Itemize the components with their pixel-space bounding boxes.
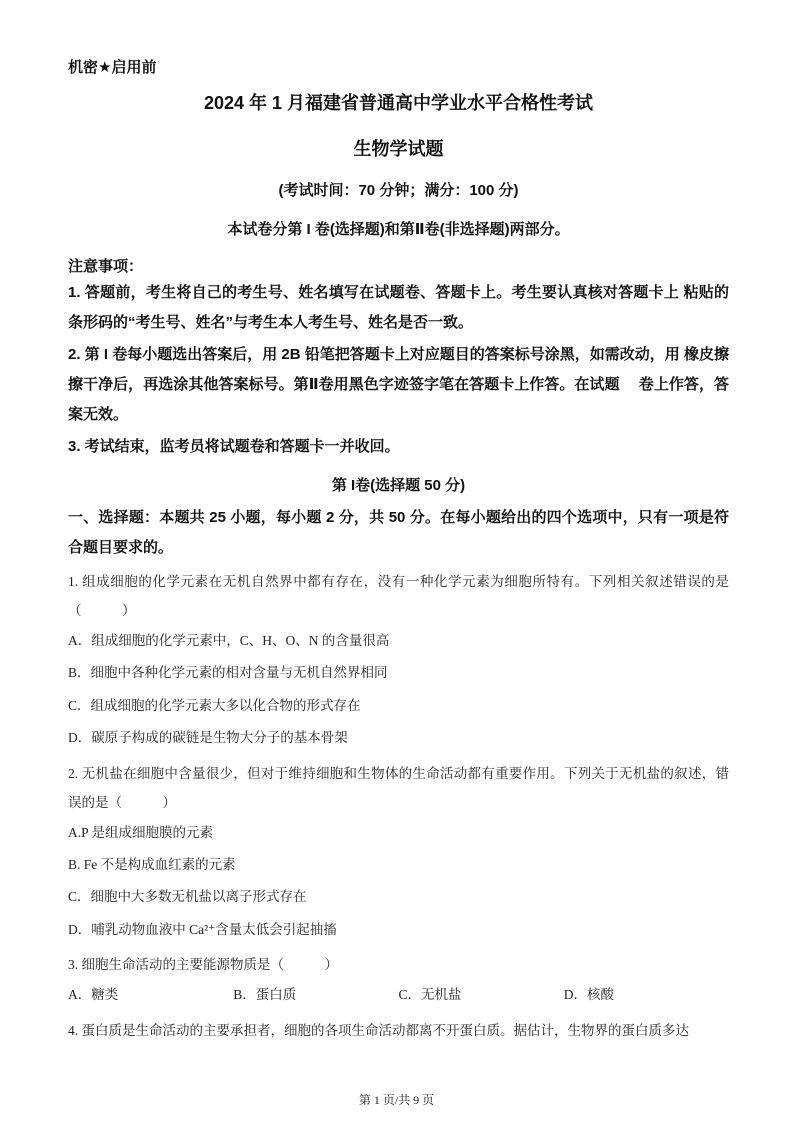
question-2-option-a: A.P 是组成细胞膜的元素 xyxy=(68,824,214,840)
question-2-option-d: D．哺乳动物血液中 Ca²⁺含量太低会引起抽搐 xyxy=(68,921,337,937)
section-title: 第 I卷(选择题 50 分) xyxy=(331,477,466,494)
question-2 xyxy=(68,759,729,947)
classification-label: 机密★启用前 xyxy=(68,59,157,76)
question-4-stem: 4. 蛋白质是生命活动的主要承担者，细胞的各项生命活动都离不开蛋白质。据估计，生物界的蛋白质多达 xyxy=(68,1022,689,1038)
question-2-stem: 2. 无机盐在细胞中含量很少，但对于维持细胞和生物体的生命活动都有重要作用。下列关于无机盐的叙述，错误的是（ ） xyxy=(68,765,729,810)
question-3-option-d: D．核酸 xyxy=(563,987,614,1003)
page-footer: 第 1 页/共 9 页 xyxy=(358,1093,435,1107)
question-4 xyxy=(68,1016,729,1045)
question-1-option-c: C．组成细胞的化学元素大多以化合物的形式存在 xyxy=(68,697,361,713)
question-1 xyxy=(68,567,729,755)
question-1-option-a: A．组成细胞的化学元素中，C、H、O、N 的含量很高 xyxy=(68,633,390,649)
note-item-1: 1. 答题前，考生将自己的考生号、姓名填写在试题卷、答题卡上。考生要认真核对答题卡上 粘贴的条形码的“考生号、姓名”与考生本人考生号、姓名是否一致。 xyxy=(68,284,729,331)
question-1-option-d: D．碳原子构成的碳链是生物大分子的基本骨架 xyxy=(68,730,348,746)
exam-info: (考试时间：70 分钟；满分：100 分) xyxy=(278,182,519,199)
question-1-stem: 1. 组成细胞的化学元素在无机自然界中都有存在，没有一种化学元素为细胞所特有。下列相关叙述错误的是（ ） xyxy=(68,574,729,619)
question-3-options-row xyxy=(68,979,729,1011)
question-1-option-b: B．细胞中各种化学元素的相对含量与无机自然界相同 xyxy=(68,665,388,681)
question-2-option-c: C．细胞中大多数无机盐以离子形式存在 xyxy=(68,889,307,905)
exam-title: 2024 年 1 月福建省普通高中学业水平合格性考试 xyxy=(203,93,594,113)
question-3 xyxy=(68,950,729,1011)
question-3-option-b: B．蛋白质 xyxy=(233,987,297,1003)
question-3-option-a: A．糖类 xyxy=(68,987,119,1003)
paper-structure-note: 本试卷分第 I 卷(选择题)和第Ⅱ卷(非选择题)两部分。 xyxy=(227,221,570,238)
question-3-option-c: C．无机盐 xyxy=(398,987,462,1003)
note-item-3: 3. 考试结束，监考员将试题卷和答题卡一并收回。 xyxy=(68,438,400,455)
question-2-option-b: B. Fe 不是构成血红素的元素 xyxy=(68,857,236,873)
notes-heading: 注意事项： xyxy=(68,258,144,275)
section-instruction: 一、选择题：本题共 25 小题，每小题 2 分，共 50 分。在每小题给出的四个选项中，只有一项是符合题目要求的。 xyxy=(68,509,729,556)
question-3-stem: 3. 细胞生命活动的主要能源物质是（ ） xyxy=(68,957,338,973)
paper-title: 生物学试题 xyxy=(353,139,444,159)
note-item-2: 2. 第 I 卷每小题选出答案后，用 2B 铅笔把答题卡上对应题目的答案标号涂黑，如需改动，用 橡皮擦擦干净后，再选涂其他答案标号。第Ⅱ卷用黑色字迹签字笔在答题卡上作答。在试题 卷上作答，答案无效。 xyxy=(68,346,729,423)
